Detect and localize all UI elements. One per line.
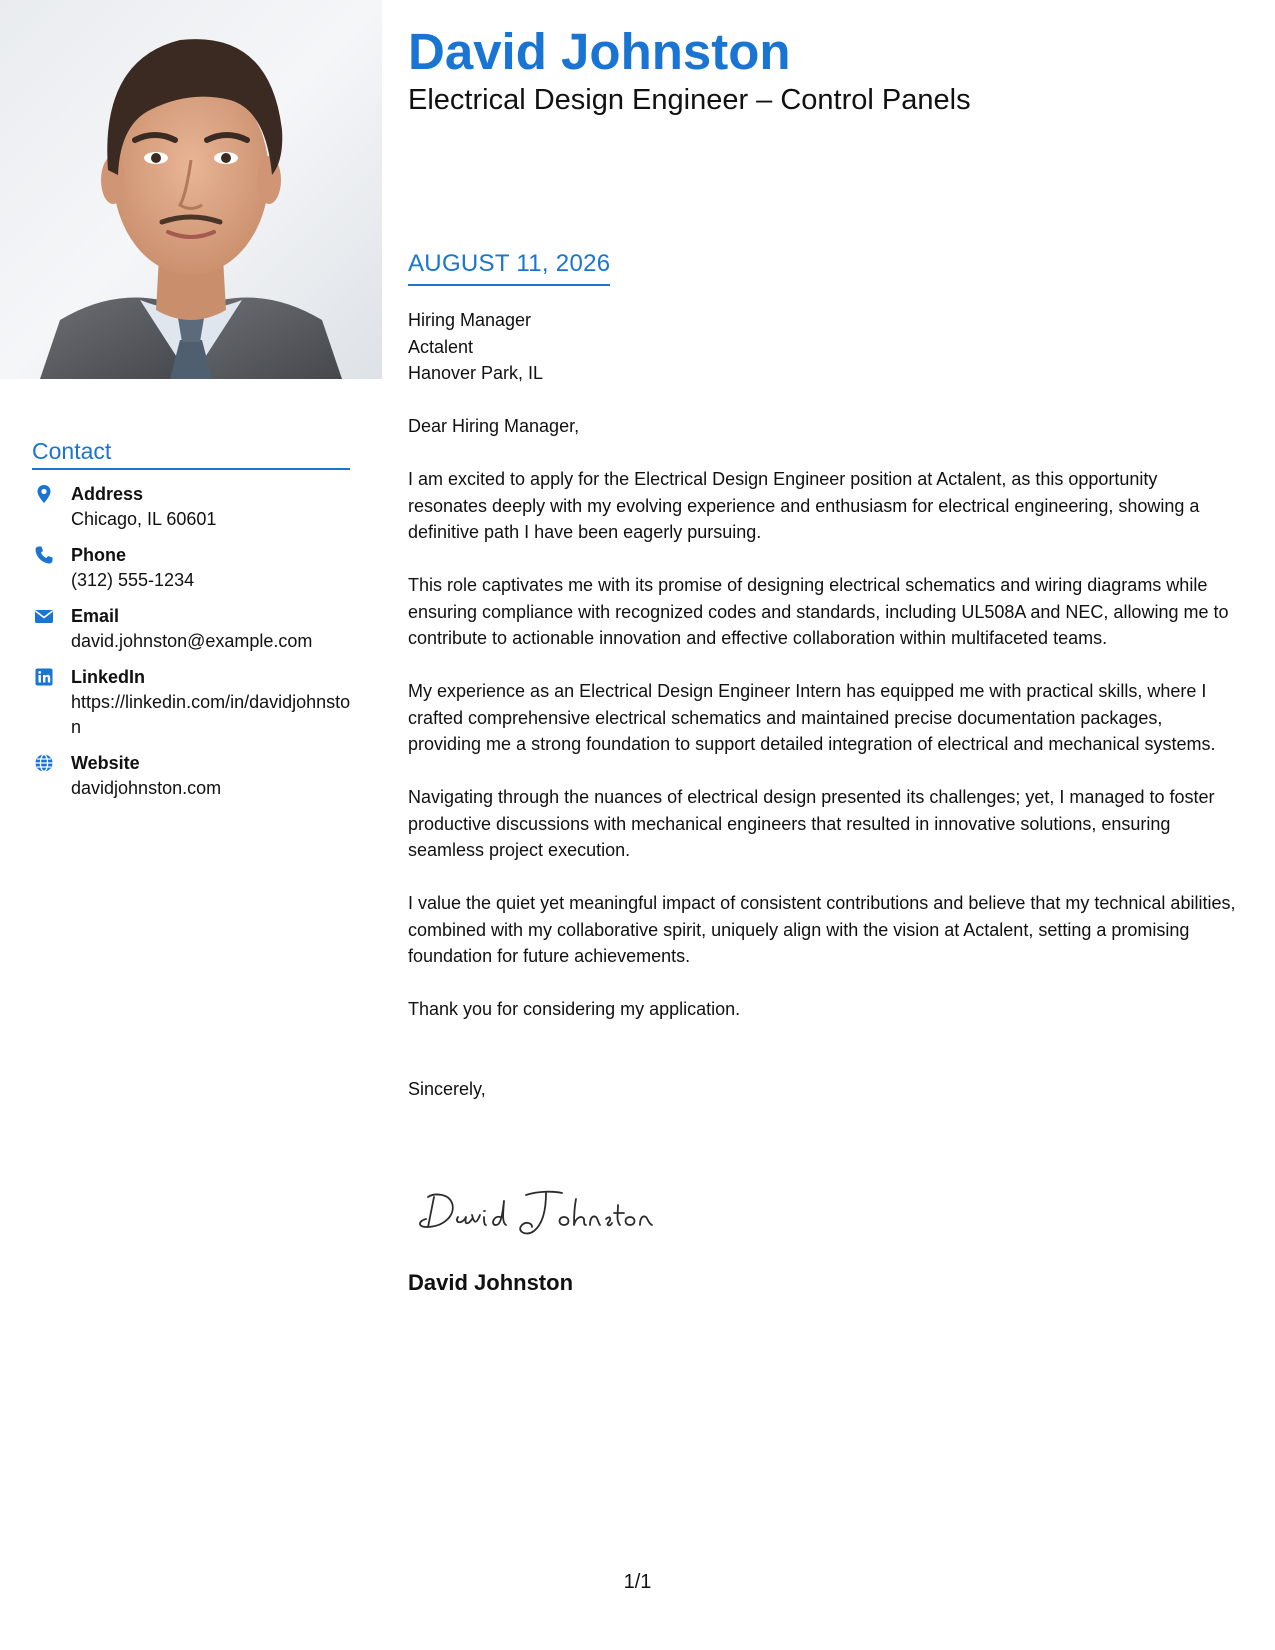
body-paragraph: I am excited to apply for the Electrical Design Engineer position at Actalent, as this opportunity resonates deeply with my evolving experience and enthusiasm for electrical engineering, showing a definitive path I have been eagerly pursuing. (408, 469, 1200, 542)
signer-name: David Johnston (408, 1270, 574, 1295)
globe-icon (34, 753, 54, 773)
contact-label: Website (71, 753, 140, 773)
contact-item-phone (32, 543, 362, 593)
envelope-icon (34, 606, 54, 626)
contact-label: LinkedIn (71, 667, 146, 687)
recipient-block (408, 307, 543, 387)
body-paragraph: Navigating through the nuances of electrical design presented its challenges; yet, I managed to foster productive discussions with mechanical engineers that resulted in innovative solutions, ensuring seamless project execution. (408, 787, 1215, 860)
linkedin-icon (34, 667, 54, 687)
job-title: Electrical Design Engineer – Control Panels (408, 84, 971, 116)
contact-item-linkedin (32, 665, 362, 740)
contact-label: Address (71, 484, 144, 504)
closing-line: Thank you for considering my application. (408, 999, 741, 1019)
contact-list (32, 482, 362, 812)
letter-date: AUGUST 11, 2026 (408, 248, 610, 286)
page-number: 1/1 (623, 1571, 652, 1593)
map-pin-icon (34, 484, 54, 504)
body-paragraph: I value the quiet yet meaningful impact of consistent contributions and believe that my technical abilities, combined with my collaborative spirit, uniquely align with the vision at Actalent, setting a promising foundation for future achievements. (408, 893, 1236, 966)
recipient-location: Hanover Park, IL (408, 363, 544, 383)
contact-item-website (32, 751, 362, 801)
contact-label: Email (71, 606, 120, 626)
contact-heading: Contact (32, 436, 350, 470)
sign-off: Sincerely, (408, 1078, 486, 1099)
recipient-company: Actalent (408, 336, 474, 357)
phone-value: (312) 555-1234 (71, 570, 195, 590)
email-link[interactable]: david.johnston@example.com (71, 631, 313, 651)
applicant-name: David Johnston (408, 23, 791, 80)
contact-label: Phone (71, 545, 127, 565)
profile-photo (0, 0, 382, 379)
recipient-title: Hiring Manager (408, 310, 532, 330)
body-paragraph: My experience as an Electrical Design Engineer Intern has equipped me with practical skills, where I crafted comprehensive electrical schematics and maintained precise documentation packages, providing me a strong foundation to support detailed integration of electrical and mechanical systems. (408, 681, 1216, 754)
salutation: Dear Hiring Manager, (408, 416, 580, 436)
body-paragraph: This role captivates me with its promise of designing electrical schematics and wiring diagrams while ensuring compliance with recognized codes and standards, including UL508A and NEC, allowing me to contribute to actionable innovation and effective collaboration within multifaceted teams. (408, 575, 1229, 648)
letter-body (408, 413, 1238, 1129)
address-value: Chicago, IL 60601 (71, 509, 217, 529)
contact-item-email (32, 604, 362, 654)
linkedin-link[interactable]: https://linkedin.com/in/davidjohnston (71, 692, 351, 737)
contact-item-address (32, 482, 362, 532)
handwritten-signature (414, 1183, 674, 1241)
phone-icon (34, 545, 54, 565)
website-link[interactable]: davidjohnston.com (71, 778, 222, 798)
